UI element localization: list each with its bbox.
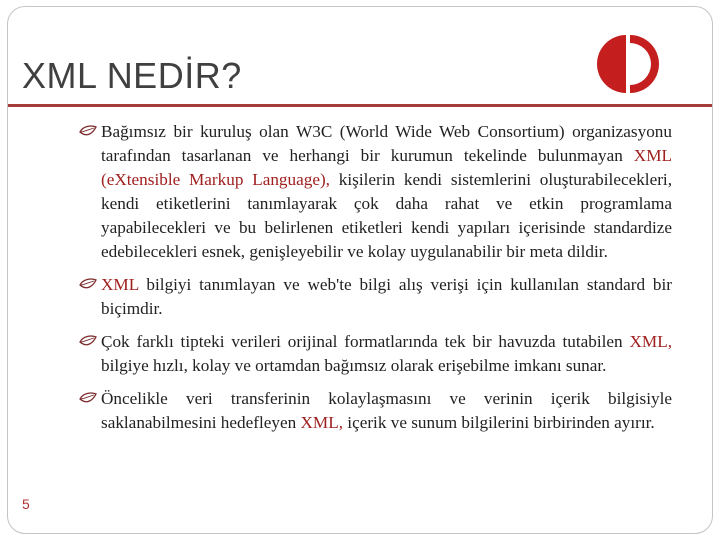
title-divider xyxy=(8,104,712,107)
page-number: 5 xyxy=(22,496,30,512)
bullet-item xyxy=(76,273,672,321)
bullet-text: Çok farklı tipteki verileri orijinal formatlarında tek bir havuzda tutabilen xyxy=(101,332,630,351)
bullet-item xyxy=(76,330,672,378)
metu-logo-icon xyxy=(597,33,659,95)
bullet-text: bilgiyi tanımlayan ve web'te bilgi alış verişi için kullanılan standard bir biçimdir. xyxy=(101,275,672,318)
xml-highlight: XML (eXtensible Markup Language), xyxy=(101,146,672,189)
slide-title: XML NEDİR? xyxy=(22,55,242,96)
bullet-list xyxy=(76,120,672,444)
xml-highlight: XML, xyxy=(629,332,672,351)
bullet-text: Bağımsız bir kuruluş olan W3C (World Wide Web Consortium) organizasyonu tarafından tasarlanan ve herhangi bir kurumun tekelinde bulunmayan xyxy=(101,122,672,165)
bullet-text: Öncelikle veri transferinin kolaylaşmasını ve verinin içerik bilgisiyle saklanabilmesini hedefleyen xyxy=(101,389,672,432)
bullet-text: bilgiye hızlı, kolay ve ortamdan bağımsız olarak erişebilme imkanı sunar. xyxy=(101,356,607,375)
xml-highlight: XML xyxy=(101,275,139,294)
leaf-bullet-icon xyxy=(79,125,97,139)
leaf-bullet-icon xyxy=(79,392,97,406)
bullet-item xyxy=(76,387,672,435)
leaf-bullet-icon xyxy=(79,278,97,292)
leaf-bullet-icon xyxy=(79,335,97,349)
bullet-item xyxy=(76,120,672,264)
bullet-text: içerik ve sunum bilgilerini birbirinden ayırır. xyxy=(343,413,655,432)
bullet-text: kişilerin kendi sistemlerini oluşturabilecekleri, kendi etiketlerini tanımlayarak çok daha rahat ve etkin programlama yapabilecekleri ve bu belirlenen etiketleri kendi yapıları içerisinde standardize edebilecekleri esnek, genişleyebilir ve kolay uygulanabilir bir meta dildir. xyxy=(101,170,672,261)
xml-highlight: XML, xyxy=(300,413,343,432)
